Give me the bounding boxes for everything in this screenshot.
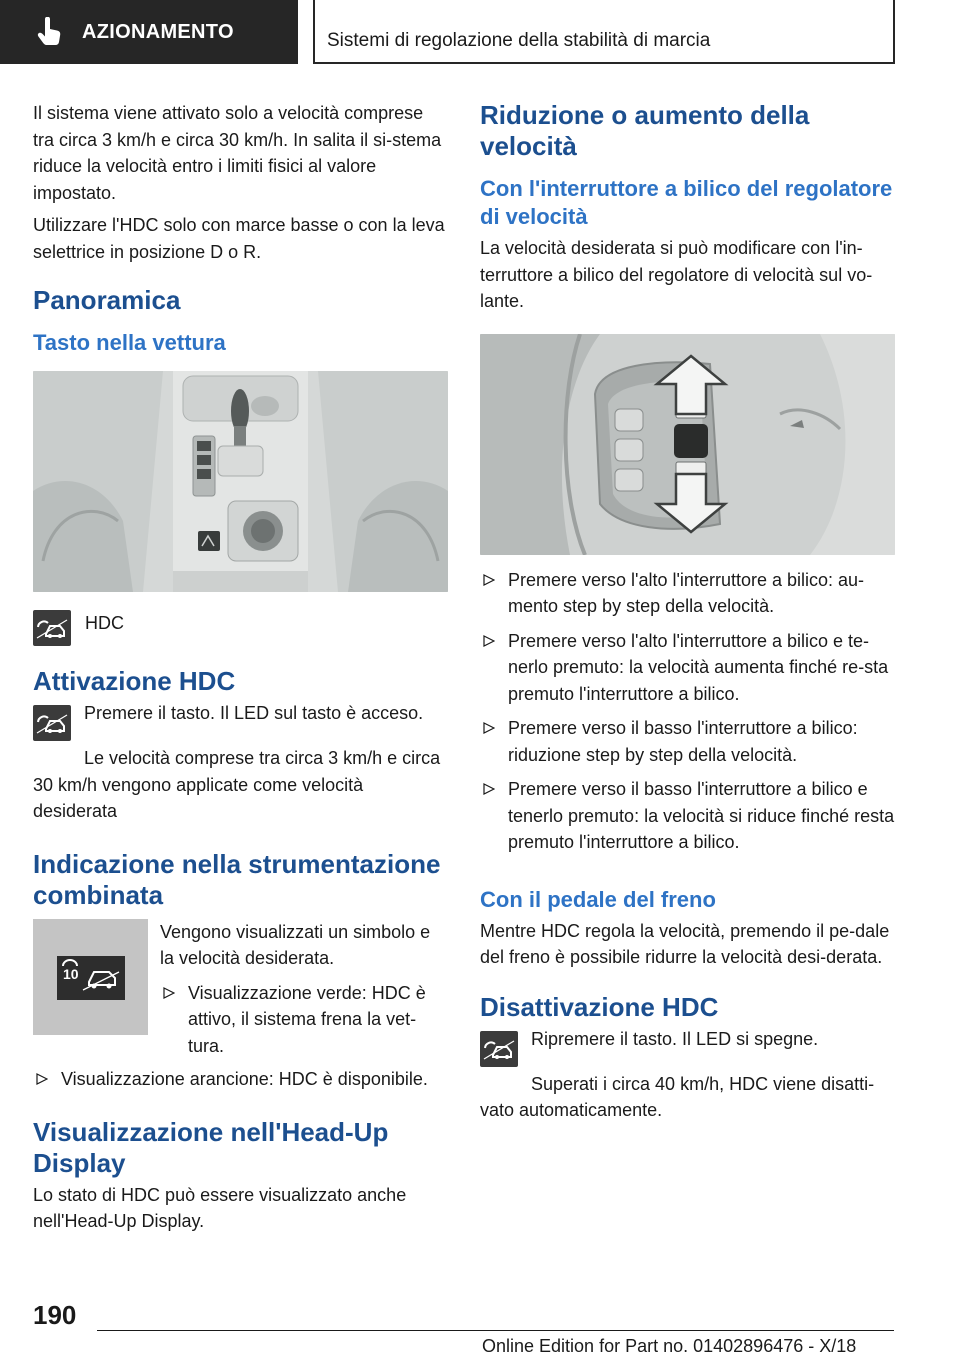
hdc-button-icon — [33, 610, 71, 646]
section-tab — [0, 0, 298, 64]
bullet-triangle-icon — [163, 987, 175, 999]
pedale-text: Mentre HDC regola la velocità, premendo il pe‐dale del freno è possibile ridurre la velocità desi‐derata. — [480, 920, 890, 967]
bullet-triangle-icon — [483, 635, 495, 647]
bullet-green: Visualizzazione verde: HDC è attivo, il sistema frena la vet‐tura. — [160, 980, 448, 1060]
hdc-label: HDC — [85, 613, 124, 633]
hdc-button-icon — [33, 705, 71, 741]
hdc-button-icon — [480, 1031, 518, 1067]
heading-riduzione: Riduzione o aumento della velocità — [480, 100, 810, 161]
heading-interruttore: Con l'interruttore a bilico del regolatore di velocità — [480, 176, 893, 229]
interruttore-text: La velocità desiderata si può modificare con l'in‐terruttore a bilico del regolatore di velocità sul vo‐lante. — [480, 238, 873, 311]
right-column — [480, 100, 895, 1124]
heading-pedale: Con il pedale del freno — [480, 886, 716, 912]
indicazione-row — [33, 919, 448, 1060]
attivazione-text-1: Premere il tasto. Il LED sul tasto è acceso. — [84, 703, 424, 723]
heading-indicazione: Indicazione nella strumentazione combinata — [33, 848, 441, 910]
bullet-item: Premere verso l'alto l'interruttore a bilico: au‐mento step by step della velocità. — [480, 567, 895, 620]
bullet-triangle-icon — [483, 783, 495, 795]
instrument-display-photo — [33, 919, 148, 1035]
heading-panoramica: Panoramica — [33, 285, 181, 315]
indicazione-text: Vengono visualizzati un simbolo e la velocità desiderata. — [160, 921, 431, 968]
heading-tasto: Tasto nella vettura — [33, 330, 226, 355]
bullet-orange: Visualizzazione arancione: HDC è disponibile. — [33, 1066, 448, 1093]
hdc-display-icon — [57, 956, 125, 1000]
page-number: 190 — [33, 1300, 77, 1330]
footer-divider — [97, 1330, 894, 1331]
attivazione-text-2: Le velocità comprese tra circa 3 km/h e circa 30 km/h vengono applicate come velocità desiderata — [33, 748, 441, 821]
bullet-triangle-icon — [483, 574, 495, 586]
heading-disattivazione: Disattivazione HDC — [480, 991, 719, 1022]
bullet-item: Premere verso l'alto l'interruttore a bilico e te‐nerlo premuto: la velocità aumenta finché re‐sta premuto l'interruttore a bilico. — [480, 628, 895, 708]
bullet-list — [480, 567, 895, 856]
display-panel — [57, 956, 125, 1000]
bullet-item: Premere verso il basso l'interruttore a bilico: riduzione step by step della velocità. — [480, 715, 895, 768]
page-header — [0, 0, 960, 66]
bullet-item: Premere verso il basso l'interruttore a bilico e tenerlo premuto: la velocità si riduce finché resta premuto l'interruttore a bilico. — [480, 776, 895, 856]
disattivazione-row — [480, 1026, 895, 1067]
bullet-triangle-icon — [36, 1073, 48, 1085]
steering-wheel-photo — [480, 334, 895, 555]
section-title: AZIONAMENTO — [82, 20, 234, 43]
heading-headup: Visualizzazione nell'Head-Up Display — [33, 1116, 389, 1178]
display-speed: 10 — [63, 965, 79, 982]
hand-pointer-icon — [36, 17, 62, 47]
bullet-triangle-icon — [483, 722, 495, 734]
attivazione-row — [33, 700, 448, 741]
intro-paragraph-1: Il sistema viene attivato solo a velocità comprese tra circa 3 km/h e circa 30 km/h. In salita il si‐stema riduce la velocità entro i limiti fisici al valore impostato. — [33, 103, 442, 203]
console-photo — [33, 371, 448, 592]
disattivazione-text-1: Ripremere il tasto. Il LED si spegne. — [531, 1028, 819, 1049]
edition-note: Online Edition for Part no. 01402896476 - X/18 — [482, 1336, 857, 1356]
heading-attivazione: Attivazione HDC — [33, 666, 236, 696]
subsection-box — [313, 0, 895, 64]
left-column — [33, 100, 448, 1235]
subsection-title: Sistemi di regolazione della stabilità di marcia — [327, 30, 711, 51]
indicazione-text-block — [160, 919, 448, 1060]
headup-text: Lo stato di HDC può essere visualizzato anche nell'Head-Up Display. — [33, 1184, 407, 1231]
hdc-legend — [33, 610, 448, 646]
disattivazione-text-2: Superati i circa 40 km/h, HDC viene disatti‐vato automaticamente. — [480, 1073, 875, 1120]
intro-paragraph-2: Utilizzare l'HDC solo con marce basse o con la leva selettrice in posizione D o R. — [33, 215, 445, 262]
